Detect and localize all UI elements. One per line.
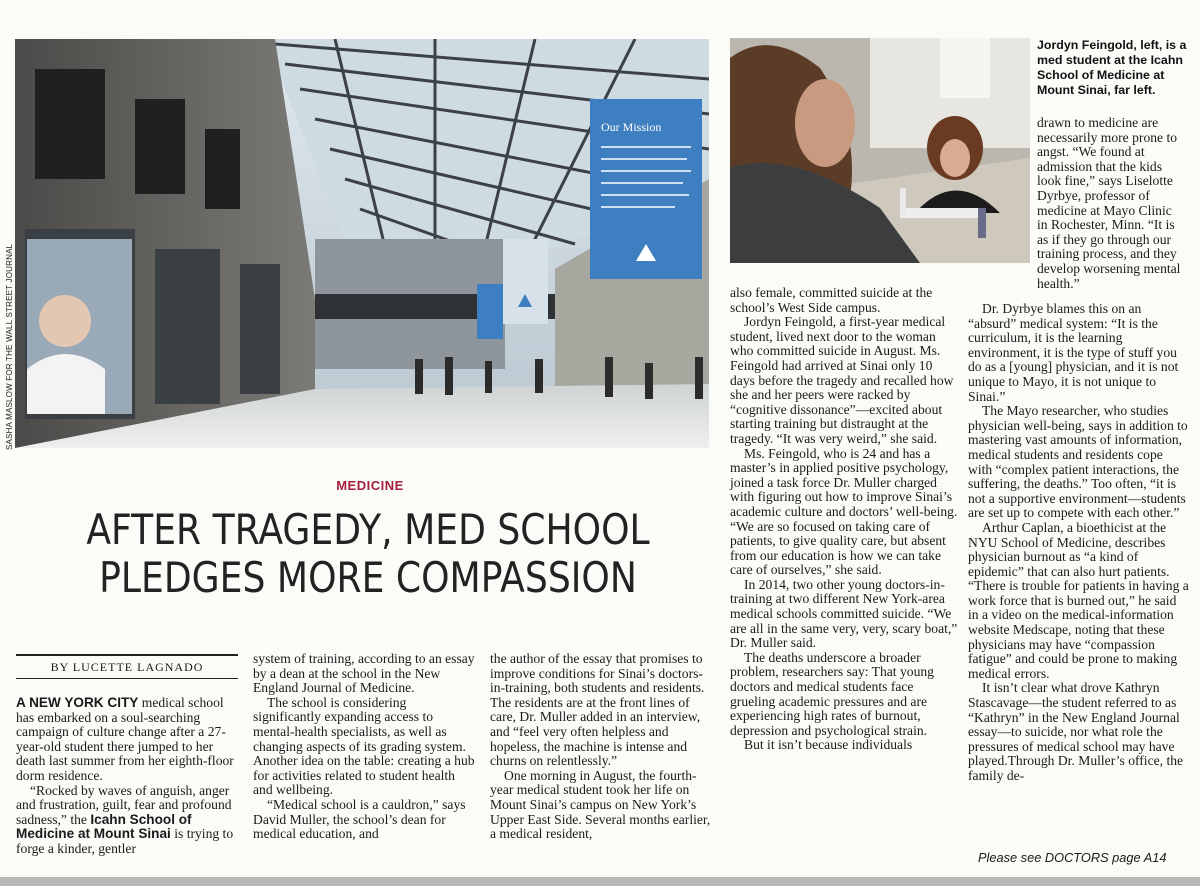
paragraph: One morning in August, the fourth-year medical student took her life on Mount Sinai’s campus on New York’s Upper East Side. Several months earlier, a medical resident, xyxy=(490,767,711,842)
article-column-5 xyxy=(968,302,1190,784)
paragraph: also female, committed suicide at the school’s West Side campus. xyxy=(730,285,933,315)
paragraph: It isn’t clear what drove Kathryn Stascavage—the student referred to as “Kathryn” in the New England Journal essay—to suicide, nor what role the pressures of medical school may have played.Through Dr. Muller’s office, the family de- xyxy=(968,680,1184,783)
banner-title: Our Mission xyxy=(601,120,662,134)
article-column-3 xyxy=(490,652,712,842)
paragraph: Arthur Caplan, a bioethicist at the NYU School of Medicine, describes physician burnout as “a kind of epidemic” that can also hurt patients. “There is trouble for patients in having a work force that is burned out,” he said in a video on the medical-information website Medscape, noting that these physicians may have “compassion fatigue” and could be prone to making medical errors. xyxy=(968,519,1189,681)
jump-line: Please see DOCTORS page A14 xyxy=(978,850,1167,865)
school-name: Icahn School of Medicine at Mount Sinai xyxy=(16,811,192,842)
paragraph: The school is considering significantly expanding access to mental-health specialists, as well as changing aspects of its grading system. Another idea on the table: creating a hub for activities related to student health and wellbeing. xyxy=(253,694,475,798)
lead-caps: A NEW YORK CITY xyxy=(16,695,139,710)
paragraph: In 2014, two other young doctors-in-training at two different New York-area medical schools committed suicide. “We are all in the same very, very, scary boat,” Dr. Muller said. xyxy=(730,576,958,651)
page-footer-bar xyxy=(0,877,1200,886)
paragraph-text: “Rocked by waves of anguish, anger and frustration, guilt, fear and profound sadness,” the xyxy=(16,782,232,827)
paragraph: The Mayo researcher, who studies physician well-being, says in addition to mastering vast amounts of information, medical students and residents cope with “complex patient interactions, the suffering, the deaths.” Too often, “it is not a supportive environment—students are set up to compete with each other.” xyxy=(968,403,1188,521)
article-column-1 xyxy=(16,696,238,857)
section-label: MEDICINE xyxy=(336,478,404,493)
paragraph: system of training, according to an essay by a dean at the school in the New England Journal of Medicine. xyxy=(253,651,475,696)
paragraph: But it isn’t because individuals xyxy=(744,737,913,753)
headline-line-1: AFTER TRAGEDY, MED SCHOOL xyxy=(86,505,650,554)
article-column-4 xyxy=(730,286,958,753)
atrium-photo xyxy=(15,39,709,448)
paragraph xyxy=(16,784,238,857)
photo-credit-text: SASHA MASLOW FOR THE WALL STREET JOURNAL xyxy=(5,243,14,450)
byline: BY LUCETTE LAGNADO xyxy=(16,654,238,679)
photo-caption: Jordyn Feingold, left, is a med student at the Icahn School of Medicine at Mount Sinai, far left. xyxy=(1037,38,1187,97)
lead-text: medical school has embarked on a soul-searching campaign of culture change after a 27-year-old student there jumped to her death last summer from her eighth-floor dorm residence. xyxy=(16,695,234,783)
article-column-5-top xyxy=(1037,116,1185,291)
paragraph: Ms. Feingold, who is 24 and has a master’s in applied positive psychology, joined a task force Dr. Muller charged with figuring out how to improve Sinai’s academic culture and doctors’ well-being. “We are so focused on taking care of patients, to give quality care, but absent from our education is how we can take care of ourselves,” she said. xyxy=(730,445,958,578)
paragraph: Jordyn Feingold, a first-year medical student, lived next door to the woman who committed suicide in August. Ms. Feingold had arrived at Sinai only 10 days before the tragedy and recalled how she and her peers were racked by “cognitive dissonance”—excited about starting training but distraught at the tragedy. “It was very weird,” she said. xyxy=(730,314,954,446)
paragraph-text: is trying to forge a kinder, gentler xyxy=(16,826,234,856)
article-column-2 xyxy=(253,652,475,842)
photo-credit xyxy=(3,243,17,450)
paragraph: “Medical school is a cauldron,” says David Muller, the school’s dean for medical education, and xyxy=(253,796,466,842)
headline-line-2: PLEDGES MORE COMPASSION xyxy=(99,553,637,602)
paragraph: the author of the essay that promises to improve conditions for Sinai’s doctors-in-training, both students and residents. The residents are at the front lines of care, Dr. Muller added in an interview, and “feel very often helpless and hopeless, the machine is intense and churns on relentlessly.” xyxy=(490,651,705,769)
lead-paragraph xyxy=(16,696,238,784)
students-photo xyxy=(730,38,1030,263)
students-illustration xyxy=(730,38,1030,263)
paragraph: The deaths underscore a broader problem, researchers say: That young doctors and medical students face grueling academic pressures and are experiencing high rates of burnout, depression and psychological strain. xyxy=(730,649,934,738)
paragraph: drawn to medicine are necessarily more prone to angst. “We found at admission that the kids look fine,” says Liselotte Dyrbye, professor of medicine at Mayo Clinic in Rochester, Minn. “It is as if they go through our training process, and they develop worsening mental health.” xyxy=(1037,115,1181,291)
paragraph: Dr. Dyrbye blames this on an “absurd” medical system: “It is the curriculum, it is the learning environment, it is the type of stuff you do as a [young] physician, and it is not unique to Mayo, it is not unique to Sinai.” xyxy=(968,301,1179,404)
headline xyxy=(65,506,670,602)
atrium-illustration xyxy=(15,39,709,448)
